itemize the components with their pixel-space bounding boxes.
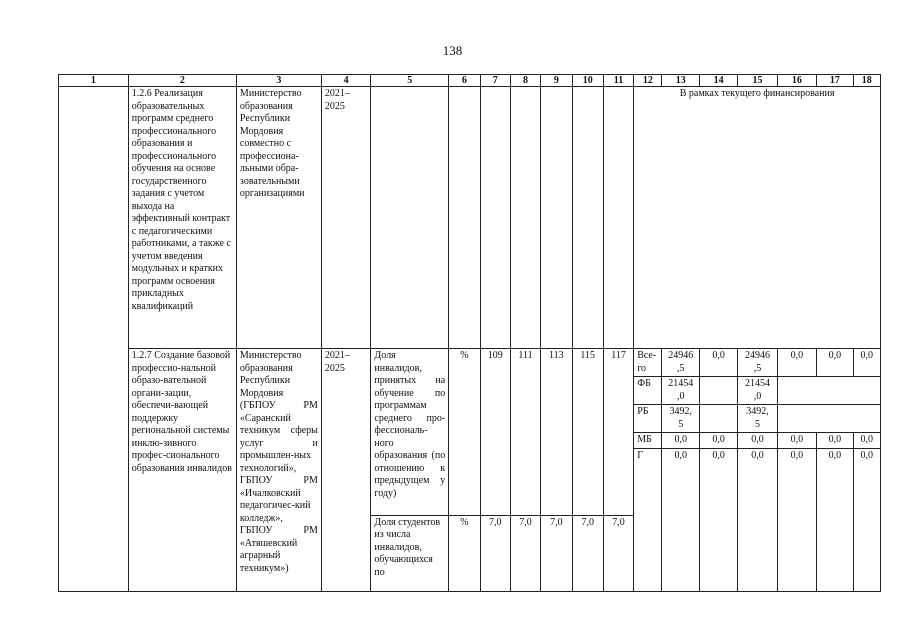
header-cell: 15: [738, 75, 777, 87]
header-cell: 5: [371, 75, 449, 87]
header-cell: 6: [449, 75, 480, 87]
header-cell: 12: [634, 75, 662, 87]
header-cell: 1: [59, 75, 129, 87]
header-row: [59, 75, 881, 87]
indicator-value: 111: [510, 349, 540, 516]
funding-value: 3492, 5: [738, 405, 777, 433]
funding-value: 0,0: [738, 433, 777, 449]
header-cell: 13: [662, 75, 699, 87]
indicator-value: 7,0: [572, 515, 603, 591]
header-cell: 4: [321, 75, 371, 87]
indicator-value: 7,0: [541, 515, 572, 591]
table-row-1-2-6: [59, 87, 881, 349]
col1-cell: [59, 87, 129, 592]
period-cell: 2021– 2025: [321, 349, 371, 592]
indicator-value: 7,0: [480, 515, 510, 591]
funding-value: [777, 405, 816, 433]
funding-value: [699, 377, 737, 405]
value-cell: [510, 87, 540, 349]
measure-cell: 1.2.6 Реализация образовательных программ среднего профессионального образования и профессионального обучения на основе государственного задания с учетом выхода на эффективный контракт с педагогическими работниками, а также с учетом введения модульных и кратких программ освоения прикладных квалификаций: [128, 87, 236, 349]
page-number: 138: [442, 43, 463, 58]
funding-source: ФБ: [634, 377, 662, 405]
funding-value: 0,0: [699, 433, 737, 449]
executor-cell: Министерство образования Республики Мордовия (ГБПОУ РМ «Саранский техникум сферы услуг и промышлен-ных технологий», ГБПОУ РМ «Ичалковский педагогичес-кий колледж», ГБПОУ РМ «Атяшевский аграрный техникум»): [236, 349, 321, 592]
indicator-value: 115: [572, 349, 603, 516]
funding-value: 0,0: [853, 349, 880, 377]
value-cell: [572, 87, 603, 349]
header-cell: 18: [853, 75, 880, 87]
funding-value: 0,0: [699, 448, 737, 591]
indicator-value: 113: [541, 349, 572, 516]
funding-value: 0,0: [699, 349, 737, 377]
header-cell: 2: [128, 75, 236, 87]
measure-cell: 1.2.7 Создание базовой профессио-нальной образо-вательной органи-зации, обеспечи-вающей поддержку региональной системы инклю-зивного профес-сионального образования инвалидов: [128, 349, 236, 592]
funding-value: 0,0: [662, 433, 699, 449]
indicator-cell: [371, 87, 449, 349]
value-cell: [541, 87, 572, 349]
period-cell: 2021– 2025: [321, 87, 371, 349]
funding-value: 0,0: [777, 433, 816, 449]
funding-value: 0,0: [738, 448, 777, 591]
funding-value: 21454 ,0: [738, 377, 777, 405]
indicator-value: 7,0: [603, 515, 633, 591]
funding-value: 24946 ,5: [662, 349, 699, 377]
funding-value: 0,0: [777, 448, 816, 591]
header-cell: 11: [603, 75, 633, 87]
header-cell: 14: [699, 75, 737, 87]
funding-source: МБ: [634, 433, 662, 449]
funding-value: [853, 377, 880, 405]
funding-source: РБ: [634, 405, 662, 433]
funding-source: Все- го: [634, 349, 662, 377]
value-cell: [603, 87, 633, 349]
funding-value: [699, 405, 737, 433]
funding-value: [853, 405, 880, 433]
funding-value: 0,0: [817, 349, 853, 377]
funding-value: [817, 377, 853, 405]
funding-value: 0,0: [777, 349, 816, 377]
indicator-unit: %: [449, 349, 480, 516]
value-cell: [480, 87, 510, 349]
funding-value: 0,0: [853, 433, 880, 449]
funding-value: 0,0: [662, 448, 699, 591]
funding-value: 0,0: [817, 448, 853, 591]
header-cell: 10: [572, 75, 603, 87]
header-cell: 9: [541, 75, 572, 87]
funding-value: 0,0: [817, 433, 853, 449]
indicator-unit: %: [449, 515, 480, 591]
indicator-value: 109: [480, 349, 510, 516]
table-row-1-2-7: [59, 349, 881, 377]
indicator-value: 117: [603, 349, 633, 516]
funding-value: 3492, 5: [662, 405, 699, 433]
funding-value: 21454 ,0: [662, 377, 699, 405]
funding-source: Г: [634, 448, 662, 591]
program-table: [58, 74, 881, 592]
funding-value: 0,0: [853, 448, 880, 591]
executor-cell: Министерство образования Республики Мордовия совместно с профессиона-льными обра-зовательными организациями: [236, 87, 321, 349]
funding-value: [817, 405, 853, 433]
header-cell: 17: [817, 75, 853, 87]
header-cell: 16: [777, 75, 816, 87]
indicator-name: Доля студентов из числа инвалидов, обучающихся по: [371, 515, 449, 591]
header-cell: 7: [480, 75, 510, 87]
indicator-value: 7,0: [510, 515, 540, 591]
indicator-name: Доля инвалидов, принятых на обучение по программам среднего про-фессиональ-ного образования (по отношению к предыдущем у году): [371, 349, 449, 516]
funding-value: [777, 377, 816, 405]
financing-note: В рамках текущего финансирования: [634, 87, 881, 349]
funding-value: 24946 ,5: [738, 349, 777, 377]
header-cell: 8: [510, 75, 540, 87]
header-cell: 3: [236, 75, 321, 87]
unit-cell: [449, 87, 480, 349]
